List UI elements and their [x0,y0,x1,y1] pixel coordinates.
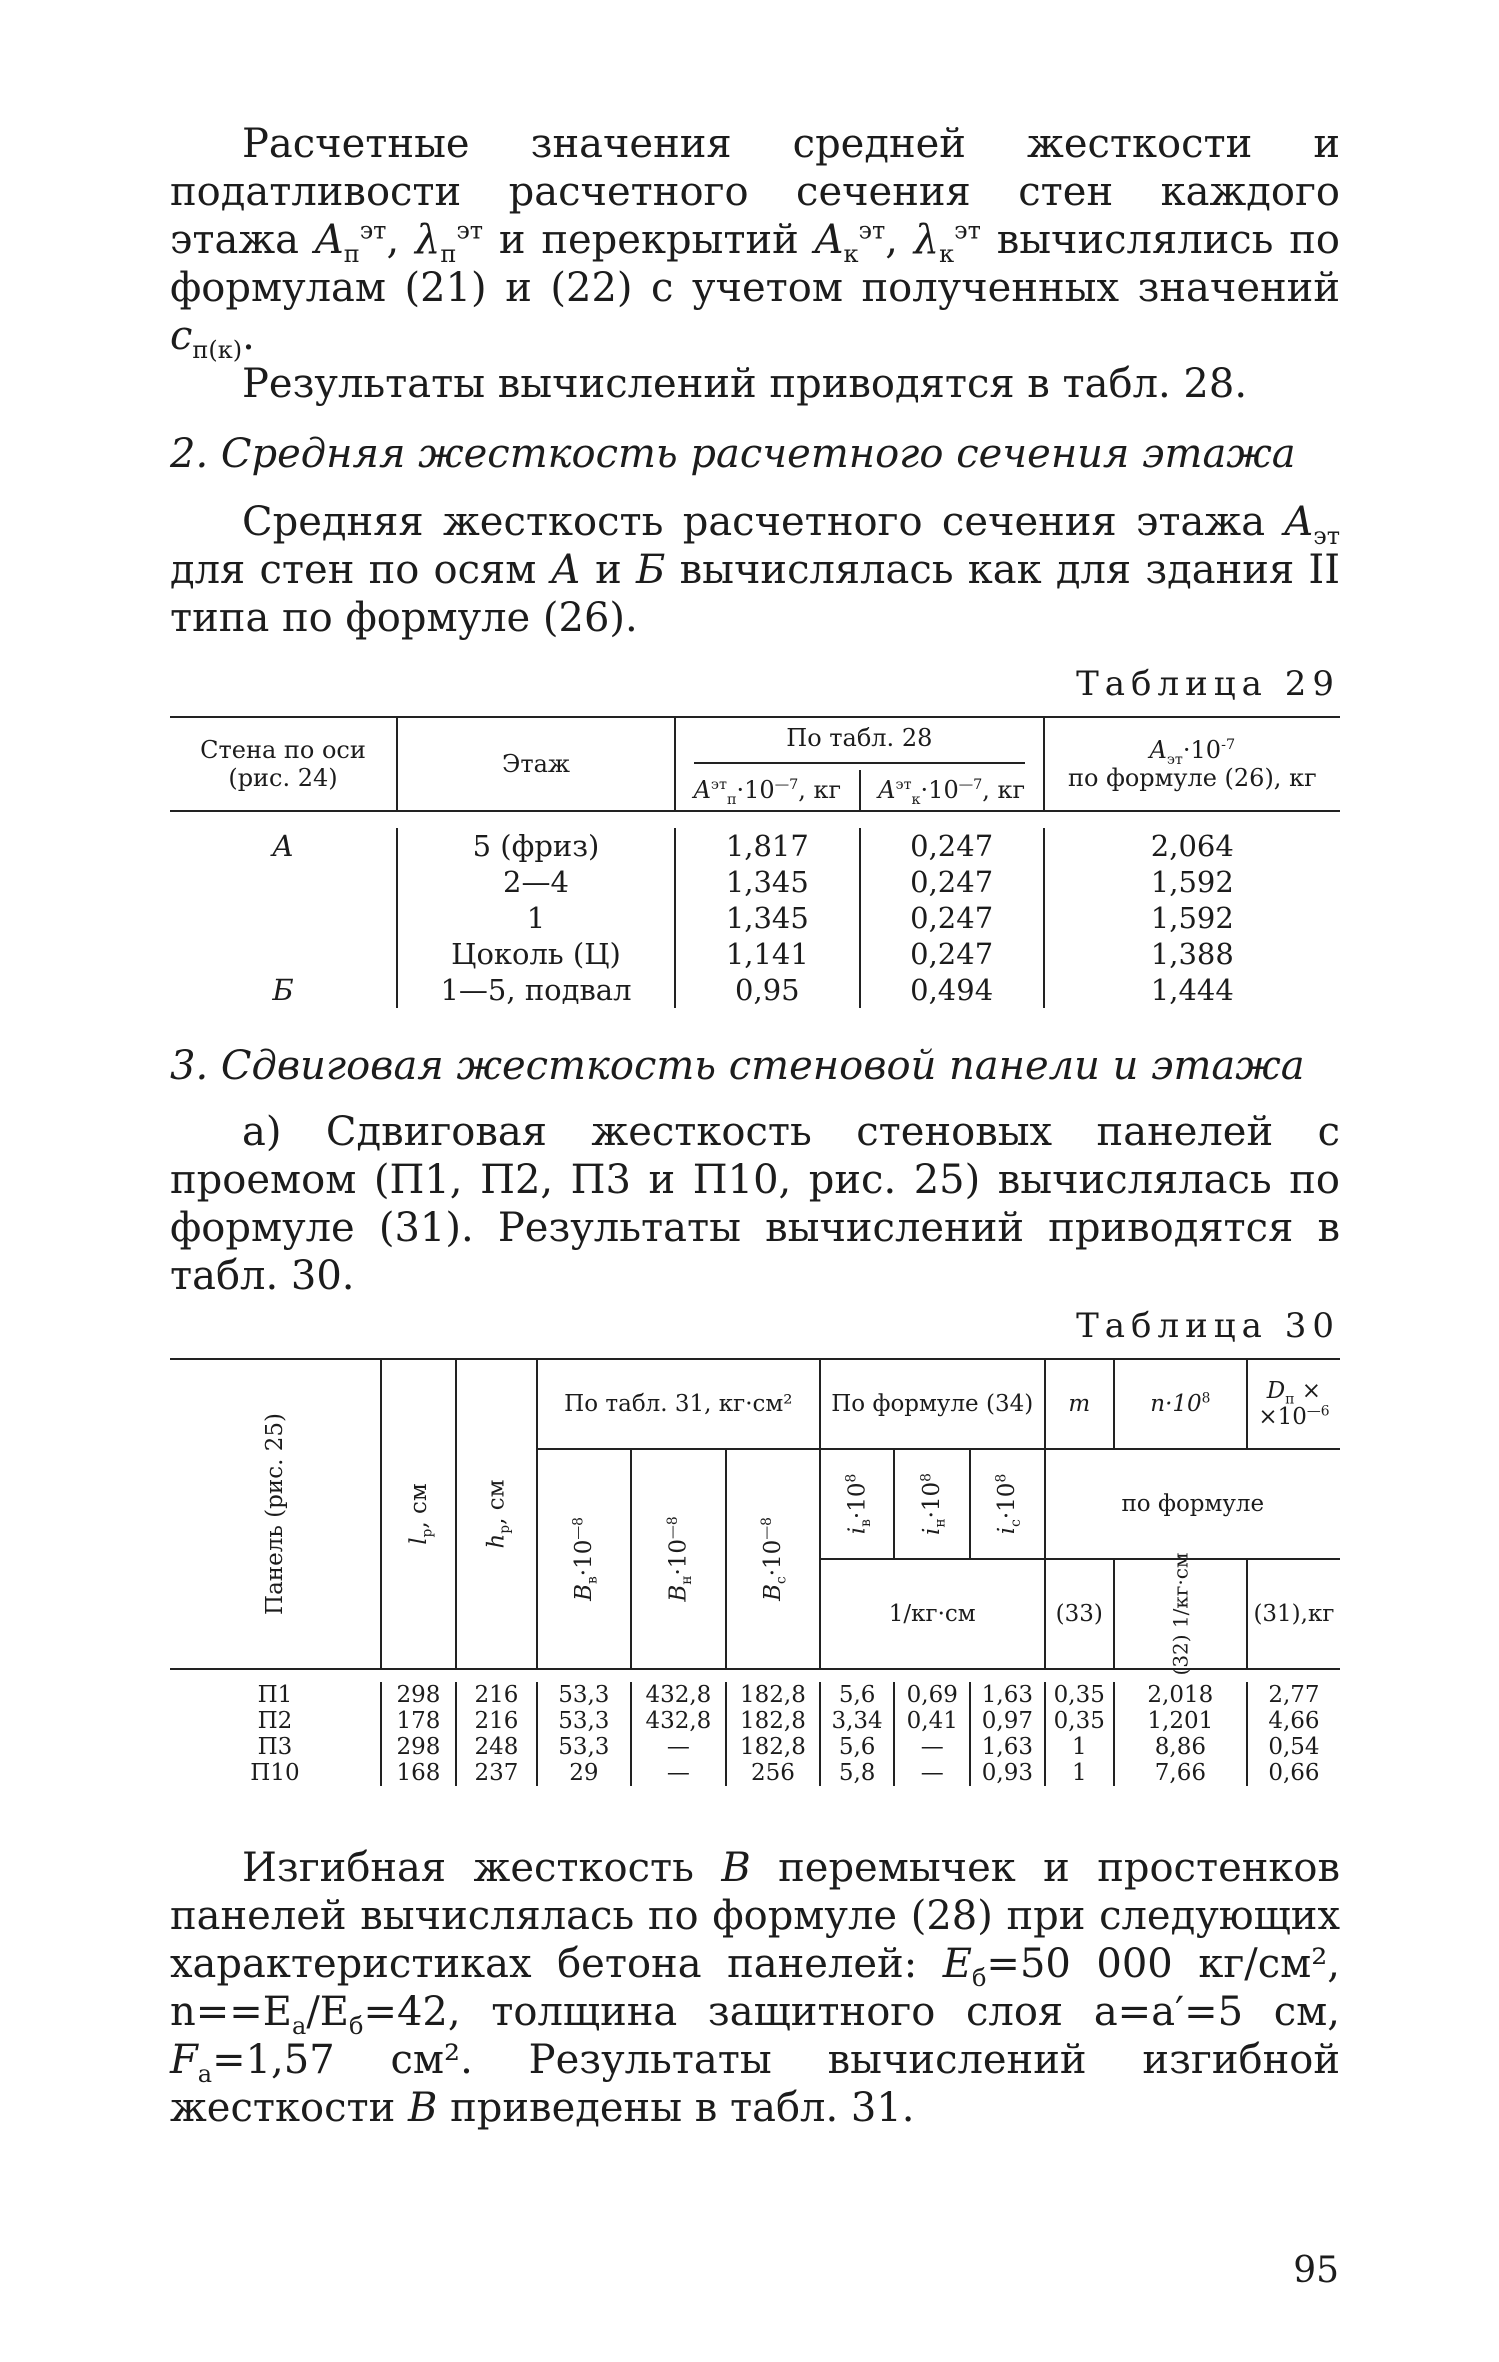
t30-header-m: m [1045,1359,1114,1449]
t30-header-hp: $h_р$, см [456,1359,537,1669]
table-row: А 5 (фриз) 1,817 0,247 2,064 [170,828,1340,864]
intro-result-line: Результаты вычислений приводятся в табл. 28. [242,361,1248,407]
intro-paragraph: Расчетные значения средней жесткости и податливости расчетного сечения стен каждого этажа $A_п^{эт}$, $\lambda_п^{эт}$ и перекрытий $A_к^{эт}$, $\lambda_к^{эт}$ вычислялись по формулам (21) и (22) с учетом полученных значений $c_{п(к)}$. [170,121,1340,364]
table-30-caption: Таблица 30 [1076,1306,1340,1346]
t30-header-panel: Панель (рис. 25) [170,1359,381,1669]
t30-header-iv: $i_в\cdot 10^8$ [820,1449,895,1559]
t30-header-bc: $B_c\cdot 10^{—8}$ [726,1449,820,1669]
table-row: П10 168 237 29 — 256 5,8 — 0,93 1 7,66 0,66 [170,1760,1340,1786]
t29-header-aet: $A_{эт}\cdot 10^{-7}$ по формуле (26), кг [1044,717,1340,811]
table-row: Б 1—5, подвал 0,95 0,494 1,444 [170,972,1340,1008]
t29-header-floor: Этаж [397,717,675,811]
section-2-paragraph: Средняя жесткость расчетного сечения этажа $A_{эт}$ для стен по осям А и Б вычислялась как для здания II типа по формуле (26). [170,499,1341,641]
closing-paragraph: Изгибная жесткость B перемычек и простенков панелей вычислялась по формуле (28) при следующих характеристиках бетона панелей: $E_б=50$ 000 кг/см², $n==E_а/E_б=42$, толщина защитного слоя a=a′=5 см, $F_а=1,57$ см². Результаты вычислений изгибной жесткости B приведены в табл. 31. [170,1845,1341,2131]
table-row: П2 178 216 53,3 432,8 182,8 3,34 0,41 0,97 0,35 1,201 4,66 [170,1708,1340,1734]
table-row: Цоколь (Ц) 1,141 0,247 1,388 [170,936,1340,972]
t29-header-ap: $A^{эт}_п\cdot 10^{—7}$, кг [675,770,860,811]
section-2-heading: 2. Средняя жесткость расчетного сечения этажа [170,431,1296,477]
table-29 [170,716,1340,1008]
t30-header-n: $n\cdot 10^8$ [1114,1359,1247,1449]
t30-header-unit-i: 1/кг·см [820,1559,1045,1669]
page-number: 95 [1293,2250,1339,2291]
t30-header-in: $i_н\cdot 10^8$ [894,1449,970,1559]
table-29-caption: Таблица 29 [1076,664,1340,704]
t29-header-group: По табл. 28 [675,717,1044,770]
table-row: П1 298 216 53,3 432,8 182,8 5,6 0,69 1,63 0,35 2,018 2,77 [170,1682,1340,1708]
t29-header-ak: $A^{эт}_к\cdot 10^{—7}$, кг [860,770,1044,811]
t30-header-f33: (33) [1045,1559,1114,1669]
t30-header-by-formula: по формуле [1045,1449,1340,1559]
t30-header-bn: $B_н\cdot 10^{—8}$ [631,1449,726,1669]
t30-header-f32: (32) 1/кг·см [1114,1559,1247,1669]
t30-header-group31: По табл. 31, кг·см² [537,1359,820,1449]
section-3-paragraph: а) Сдвиговая жесткость стеновых панелей с проемом (П1, П2, П3 и П10, рис. 25) вычислялась по формуле (31). Результаты вычислений приводятся в табл. 30. [170,1109,1340,1299]
t30-header-lp: $l_р$, см [381,1359,456,1669]
section-3-heading: 3. Сдвиговая жесткость стеновой панели и этажа [170,1043,1305,1089]
page-content [170,120,1340,2132]
table-30 [170,1358,1340,1810]
t30-header-group34: По формуле (34) [820,1359,1045,1449]
t30-header-bv: $B_в\cdot 10^{—8}$ [537,1449,631,1669]
table-row: 2—4 1,345 0,247 1,592 [170,864,1340,900]
t29-header-wall: Стена по оси (рис. 24) [170,717,397,811]
table-row: П3 298 248 53,3 — 182,8 5,6 — 1,63 1 8,86 0,54 [170,1734,1340,1760]
t30-header-ic: $i_с\cdot 10^8$ [970,1449,1045,1559]
t30-header-f31: (31),кг [1247,1559,1340,1669]
table-row: 1 1,345 0,247 1,592 [170,900,1340,936]
t30-header-d: $D_п$ × $\times 10^{—6}$ [1247,1359,1340,1449]
